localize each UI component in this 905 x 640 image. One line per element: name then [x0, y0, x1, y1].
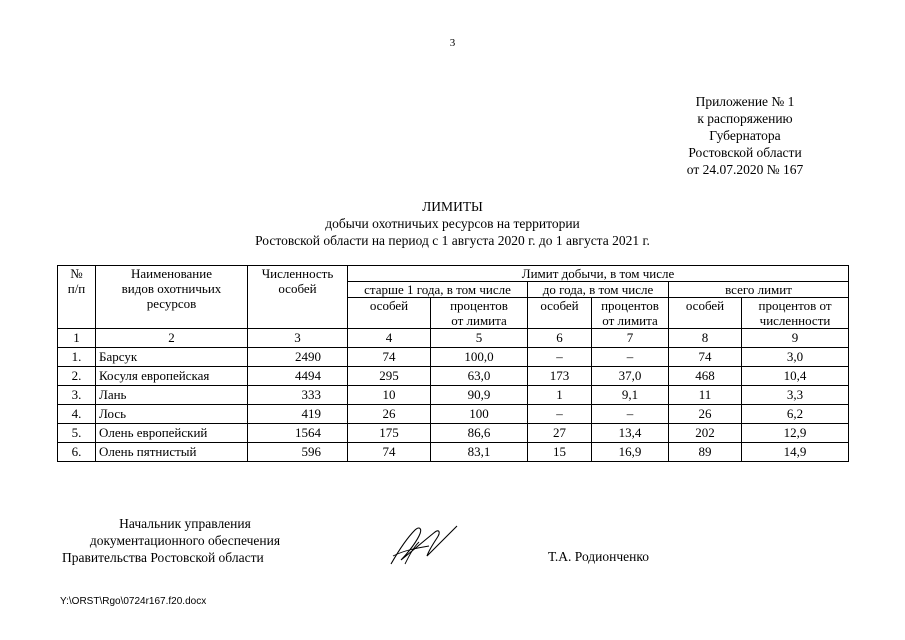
- older-count-cell: 74: [348, 348, 431, 367]
- column-number: 5: [431, 329, 528, 348]
- older-pct-cell: 86,6: [431, 424, 528, 443]
- total-pct-cell: 14,9: [742, 443, 849, 462]
- younger-pct-cell: 13,4: [592, 424, 669, 443]
- total-pct-cell: 3,0: [742, 348, 849, 367]
- older-count-cell: 74: [348, 443, 431, 462]
- younger-count-cell: 1: [528, 386, 592, 405]
- title-heading: ЛИМИТЫ: [422, 199, 483, 214]
- younger-count-cell: 15: [528, 443, 592, 462]
- appendix-line: Ростовской области: [688, 145, 802, 160]
- species-name: Барсук: [96, 348, 248, 367]
- signature-stroke: [391, 526, 457, 564]
- species-name: Лось: [96, 405, 248, 424]
- column-number: 7: [592, 329, 669, 348]
- column-number: 1: [58, 329, 96, 348]
- header-total: всего лимит: [669, 282, 849, 298]
- older-pct-cell: 83,1: [431, 443, 528, 462]
- table-row: [58, 443, 849, 462]
- header-older-pct: процентов от лимита: [431, 298, 528, 329]
- total-count-cell: 468: [669, 367, 742, 386]
- table-row: [58, 424, 849, 443]
- older-count-cell: 295: [348, 367, 431, 386]
- species-name: Лань: [96, 386, 248, 405]
- row-num: 1.: [58, 348, 96, 367]
- appendix-line: к распоряжению: [697, 111, 793, 126]
- row-num: 3.: [58, 386, 96, 405]
- column-numbers-row: [58, 329, 849, 348]
- younger-pct-cell: 9,1: [592, 386, 669, 405]
- page-number: 3: [449, 37, 456, 49]
- total-count-cell: 26: [669, 405, 742, 424]
- younger-pct-cell: 37,0: [592, 367, 669, 386]
- population-cell: 419: [248, 405, 348, 424]
- row-num: 5.: [58, 424, 96, 443]
- table-row: [58, 367, 849, 386]
- younger-count-cell: 27: [528, 424, 592, 443]
- appendix-line: Приложение № 1: [695, 94, 795, 109]
- younger-count-cell: –: [528, 348, 592, 367]
- total-pct-cell: 6,2: [742, 405, 849, 424]
- header-total-pct: процентов от численности: [742, 298, 849, 329]
- appendix-note: [660, 93, 830, 178]
- population-cell: 2490: [248, 348, 348, 367]
- row-num: 4.: [58, 405, 96, 424]
- column-number: 8: [669, 329, 742, 348]
- total-pct-cell: 10,4: [742, 367, 849, 386]
- row-num: 6.: [58, 443, 96, 462]
- population-cell: 1564: [248, 424, 348, 443]
- older-pct-cell: 100: [431, 405, 528, 424]
- position-line: Правительства Ростовской области: [62, 550, 264, 565]
- header-total-count: особей: [669, 298, 742, 329]
- header-older: старше 1 года, в том числе: [348, 282, 528, 298]
- column-number: 9: [742, 329, 849, 348]
- older-pct-cell: 63,0: [431, 367, 528, 386]
- total-count-cell: 74: [669, 348, 742, 367]
- total-count-cell: 89: [669, 443, 742, 462]
- header-num: № п/п: [58, 266, 96, 329]
- total-count-cell: 11: [669, 386, 742, 405]
- header-older-count: особей: [348, 298, 431, 329]
- limits-table: [57, 265, 849, 462]
- signatory-position: [60, 515, 310, 566]
- column-number: 6: [528, 329, 592, 348]
- header-younger: до года, в том числе: [528, 282, 669, 298]
- species-name: Олень европейский: [96, 424, 248, 443]
- species-name: Олень пятнистый: [96, 443, 248, 462]
- older-count-cell: 26: [348, 405, 431, 424]
- handwritten-signature: [385, 520, 465, 570]
- signer-name: Т.А. Родионченко: [548, 549, 649, 564]
- younger-pct-cell: –: [592, 405, 669, 424]
- total-pct-cell: 12,9: [742, 424, 849, 443]
- position-line: документационного обеспечения: [89, 533, 281, 548]
- table-row: [58, 405, 849, 424]
- total-count-cell: 202: [669, 424, 742, 443]
- header-younger-count: особей: [528, 298, 592, 329]
- table-row: [58, 386, 849, 405]
- appendix-line: от 24.07.2020 № 167: [686, 162, 804, 177]
- older-pct-cell: 90,9: [431, 386, 528, 405]
- title-line: Ростовской области на период с 1 августа 2020 г. до 1 августа 2021 г.: [255, 233, 650, 248]
- species-name: Косуля европейская: [96, 367, 248, 386]
- title-line: добычи охотничьих ресурсов на территории: [325, 216, 580, 231]
- column-number: 4: [348, 329, 431, 348]
- position-line: Начальник управления: [119, 516, 251, 531]
- table-row: [58, 348, 849, 367]
- file-path: Y:\ORST\Rgo\0724r167.f20.docx: [60, 596, 207, 607]
- older-count-cell: 10: [348, 386, 431, 405]
- population-cell: 333: [248, 386, 348, 405]
- total-pct-cell: 3,3: [742, 386, 849, 405]
- column-number: 2: [96, 329, 248, 348]
- population-cell: 4494: [248, 367, 348, 386]
- header-population: Численность особей: [248, 266, 348, 329]
- younger-count-cell: 173: [528, 367, 592, 386]
- limits-table-container: [57, 265, 848, 462]
- column-number: 3: [248, 329, 348, 348]
- population-cell: 596: [248, 443, 348, 462]
- header-name: Наименование видов охотничьих ресурсов: [96, 266, 248, 329]
- younger-pct-cell: –: [592, 348, 669, 367]
- older-pct-cell: 100,0: [431, 348, 528, 367]
- older-count-cell: 175: [348, 424, 431, 443]
- younger-pct-cell: 16,9: [592, 443, 669, 462]
- row-num: 2.: [58, 367, 96, 386]
- signature-stroke: [393, 542, 429, 564]
- younger-count-cell: –: [528, 405, 592, 424]
- header-limit: Лимит добычи, в том числе: [348, 266, 849, 282]
- appendix-line: Губернатора: [709, 128, 781, 143]
- document-title: [0, 198, 905, 249]
- header-younger-pct: процентов от лимита: [592, 298, 669, 329]
